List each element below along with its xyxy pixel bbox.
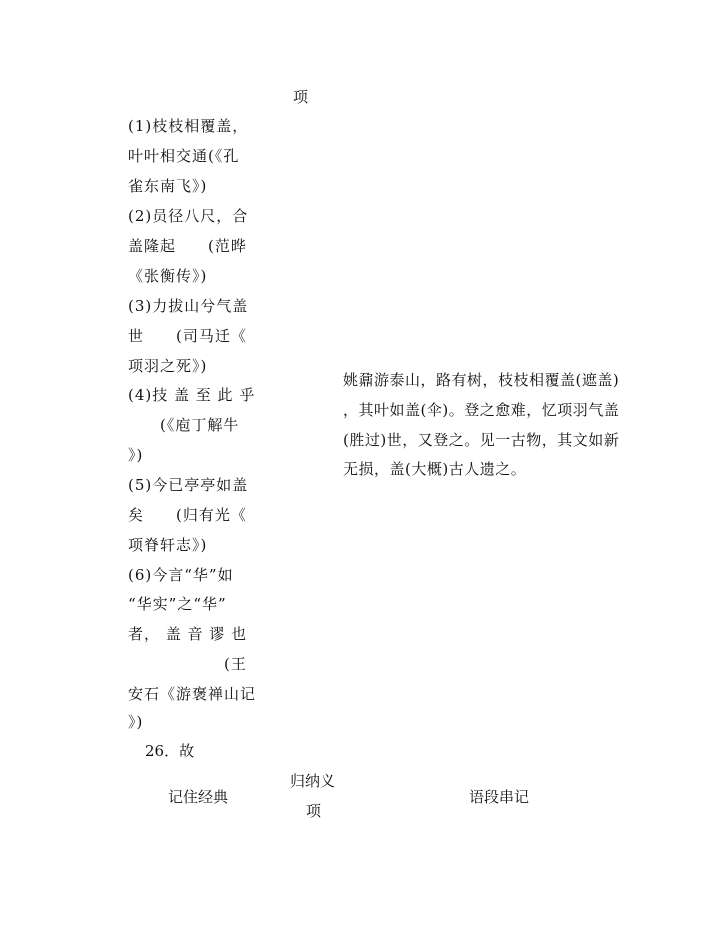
classics-line: (6)今言“华”如 bbox=[128, 566, 234, 584]
classics-line: 》) bbox=[128, 713, 144, 731]
table-header-meanings-line1: 归纳义 bbox=[290, 772, 336, 790]
classics-line: 盖隆起 (范晔 bbox=[128, 237, 247, 255]
classics-line: 项羽之死》) bbox=[128, 357, 208, 375]
passage-line: (胜过)世，又登之。见一古物，其文如新 bbox=[343, 431, 620, 449]
classics-line: (2)员径八尺，合 bbox=[128, 207, 249, 225]
classics-line: 》) bbox=[128, 446, 144, 464]
classics-line: (5)今已亭亭如盖 bbox=[128, 476, 249, 494]
classics-line: (《庖丁解牛 bbox=[128, 416, 240, 434]
classics-line: (4)技 盖 至 此 乎 bbox=[128, 386, 256, 404]
table-header-meanings-line2: 项 bbox=[306, 802, 322, 820]
classics-line: 《张衡传》) bbox=[128, 267, 208, 285]
classics-line: 者， 盖 音 谬 也 bbox=[128, 625, 248, 643]
classics-line: 安石《游褒禅山记 bbox=[128, 685, 257, 703]
passage-line: 无损，盖(大概)古人遗之。 bbox=[343, 460, 527, 478]
classics-line: 世 (司马迁《 bbox=[128, 327, 247, 345]
classics-line: “华实”之“华” bbox=[128, 595, 227, 613]
classics-line: (3)力拔山兮气盖 bbox=[128, 297, 249, 315]
passage-line: ，其叶如盖(伞)。登之愈难，忆项羽气盖 bbox=[343, 401, 620, 419]
classics-line: (王 bbox=[128, 655, 247, 673]
item-number: 26．故 bbox=[145, 742, 195, 760]
passage-line: 姚鼐游泰山，路有树，枝枝相覆盖(遮盖) bbox=[343, 371, 620, 389]
table-header-passage: 语段串记 bbox=[469, 788, 530, 806]
table-header-classics: 记住经典 bbox=[168, 788, 229, 806]
classics-line: 矣 (归有光《 bbox=[128, 506, 247, 524]
classics-line: (1)枝枝相覆盖， bbox=[128, 117, 249, 135]
classics-line: 项脊轩志》) bbox=[128, 536, 208, 554]
classics-line: 雀东南飞》) bbox=[128, 177, 208, 195]
top-item-label: 项 bbox=[293, 88, 309, 106]
classics-line: 叶叶相交通(《孔 bbox=[128, 147, 240, 165]
